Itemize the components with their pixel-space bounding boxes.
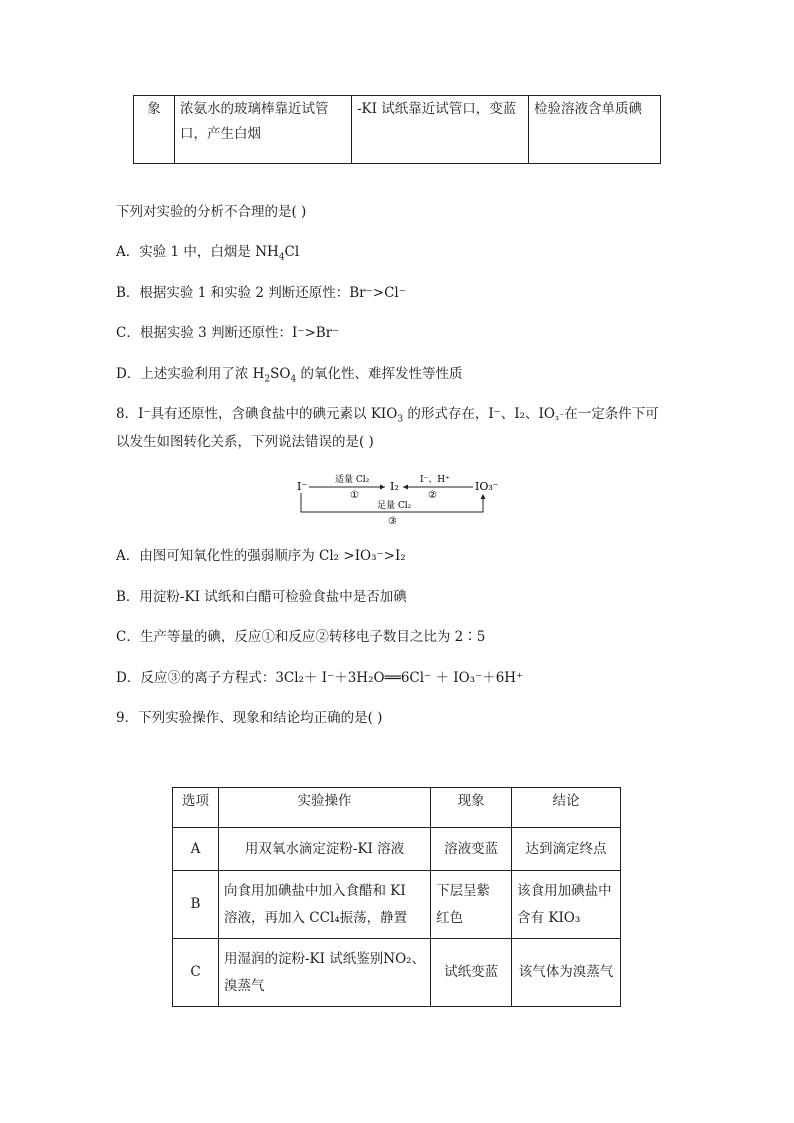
arrow-1-label: 适量 Cl₂ bbox=[335, 475, 370, 485]
header-cell: 现象 bbox=[431, 788, 512, 828]
table-cell bbox=[175, 96, 352, 164]
option-cell: A bbox=[173, 828, 219, 871]
table-cell: -KI 试纸靠近试管口，变蓝 bbox=[352, 96, 529, 164]
species-iodine: I₂ bbox=[390, 480, 399, 493]
conclusion-cell: 该气体为溴蒸气 bbox=[512, 939, 621, 1007]
table-cell: 象 bbox=[134, 96, 175, 164]
q7-option-b: B．根据实验 1 和实验 2 判断还原性：Br⁻>Cl⁻ bbox=[116, 285, 406, 301]
conversion-diagram bbox=[295, 472, 505, 528]
arrowhead-icon bbox=[380, 485, 385, 490]
subscript: 4 bbox=[290, 374, 297, 385]
arrowhead-icon bbox=[403, 485, 408, 490]
cell-line: 向食用加碘盐中加入食醋和 KI bbox=[224, 882, 406, 899]
q9-stem: 9．下列实验操作、现象和结论均正确的是( ) bbox=[116, 710, 383, 726]
arrow-2-number: ② bbox=[428, 490, 437, 501]
text: SO bbox=[270, 366, 291, 382]
species-iodide: I⁻ bbox=[297, 480, 308, 493]
cell-line: 用湿润的淀粉-KI 试纸鉴别NO₂、 bbox=[224, 950, 426, 967]
arrow-3-number: ③ bbox=[388, 516, 397, 527]
header-cell: 选项 bbox=[173, 788, 219, 828]
cell-line: 溶液，再加入 CCl₄振荡，静置 bbox=[224, 909, 408, 926]
text: A．实验 1 中，白烟是 NH bbox=[116, 244, 279, 260]
cell-line: 红色 bbox=[436, 909, 464, 926]
q7-option-c: C．根据实验 3 判断还原性：I⁻>Br⁻ bbox=[116, 325, 340, 341]
q8-stem-line2: 以发生如图转化关系，下列说法错误的是( ) bbox=[116, 434, 374, 450]
conclusion-cell bbox=[512, 871, 621, 939]
cell-line: 含有 KIO₃ bbox=[517, 909, 581, 926]
q8-option-d: D．反应③的离子方程式：3Cl₂＋ I⁻＋3H₂O══6Cl⁻ ＋ IO₃⁻＋6H⁺ bbox=[116, 670, 524, 686]
subscript: 3 bbox=[397, 414, 404, 425]
text: 8．I⁻具有还原性，含碘食盐中的碘元素以 KIO bbox=[116, 406, 398, 422]
q7-stem: 下列对实验的分析不合理的是( ) bbox=[116, 204, 307, 220]
operation-cell bbox=[219, 871, 431, 939]
operation-cell bbox=[219, 939, 431, 1007]
subscript: 2 bbox=[264, 374, 271, 385]
experiment-table-fragment bbox=[133, 95, 661, 164]
phenomenon-cell: 试纸变蓝 bbox=[431, 939, 512, 1007]
text: 的氧化性、难挥发性等性质 bbox=[296, 366, 463, 382]
operation-cell: 用双氧水滴定淀粉-KI 溶液 bbox=[219, 828, 431, 871]
option-cell: B bbox=[173, 871, 219, 939]
q8-stem-line1: 8．I⁻具有还原性，含碘食盐中的碘元素以 $KIO_3$ 的形式存在，I⁻、I₂、IO₃⁻在一定条件下可 bbox=[116, 406, 659, 425]
q7-option-a bbox=[116, 242, 299, 262]
phenomenon-cell bbox=[431, 871, 512, 939]
text: D．上述实验利用了浓 H bbox=[116, 366, 265, 382]
text: Cl bbox=[284, 244, 300, 260]
q8-option-c: C．生产等量的碘，反应①和反应②转移电子数目之比为 2∶5 bbox=[116, 629, 486, 645]
table-row bbox=[173, 939, 621, 1007]
cell-line: 溴蒸气 bbox=[224, 977, 265, 994]
arrow-1-number: ① bbox=[350, 490, 359, 501]
arrowhead-icon bbox=[481, 494, 486, 499]
cell-line: 下层呈紫 bbox=[436, 882, 491, 899]
q8-option-a: A．由图可知氧化性的强弱顺序为 Cl₂ >IO₃⁻>I₂ bbox=[116, 548, 406, 564]
table-row bbox=[173, 871, 621, 939]
arrow-3-label: 足量 Cl₂ bbox=[377, 501, 412, 511]
cell-line: 该食用加碘盐中 bbox=[517, 882, 612, 899]
table-header-row bbox=[173, 788, 621, 828]
table-cell: 检验溶液含单质碘 bbox=[529, 96, 661, 164]
table-row bbox=[173, 828, 621, 871]
q8-option-b: B．用淀粉-KI 试纸和白醋可检验食盐中是否加碘 bbox=[116, 589, 407, 605]
text: 在一定条件下可 bbox=[564, 406, 659, 422]
q7-option-d bbox=[116, 364, 462, 384]
phenomenon-cell: 溶液变蓝 bbox=[431, 828, 512, 871]
text: 的形式存在，I⁻、I₂、IO bbox=[403, 406, 555, 422]
header-cell: 实验操作 bbox=[219, 788, 431, 828]
cell-line: 浓氨水的玻璃棒靠近试管 bbox=[180, 101, 329, 117]
arrow-2-label: I⁻、H⁺ bbox=[420, 475, 450, 485]
header-cell: 结论 bbox=[512, 788, 621, 828]
species-iodate: IO₃⁻ bbox=[475, 480, 499, 493]
conclusion-cell: 达到滴定终点 bbox=[512, 828, 621, 871]
option-cell: C bbox=[173, 939, 219, 1007]
cell-line: 口，产生白烟 bbox=[180, 126, 261, 142]
q9-table bbox=[172, 787, 621, 1007]
subscript: 4 bbox=[278, 252, 285, 263]
